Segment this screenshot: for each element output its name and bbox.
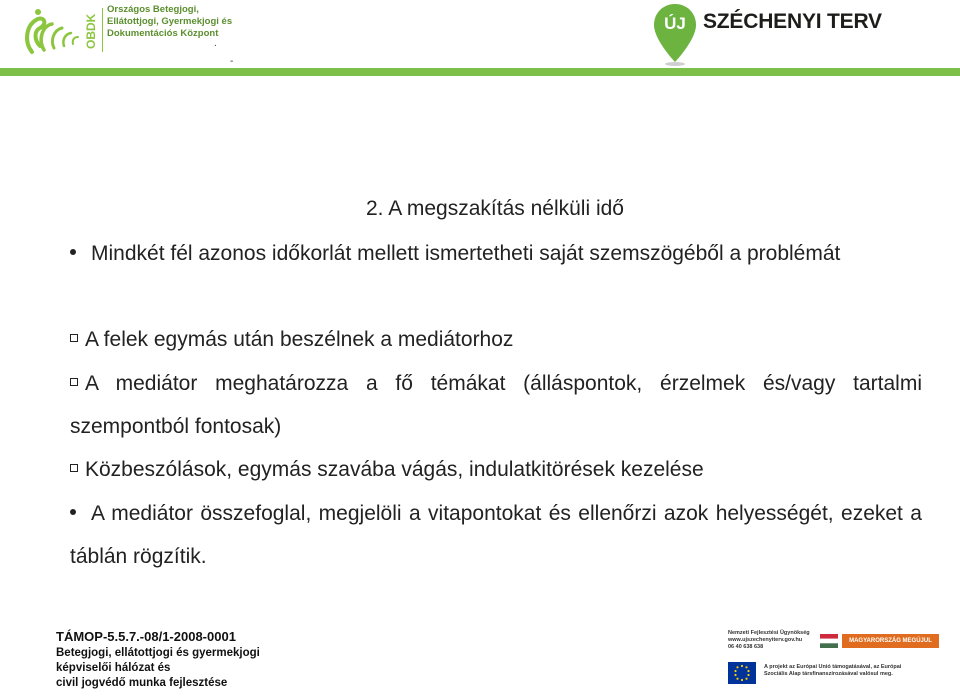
project-line: Betegjogi, ellátottjogi és gyermekjogi bbox=[56, 647, 260, 659]
map-pin-icon bbox=[652, 2, 698, 66]
obdk-divider bbox=[102, 8, 103, 52]
obdk-name-line: Ellátottjogi, Gyermekjogi és bbox=[107, 16, 233, 27]
bullet-dot-icon bbox=[70, 249, 76, 255]
eu-note-line: A projekt az Európai Unió támogatásával, az Európai bbox=[764, 664, 902, 670]
szechenyi-badge: ÚJ bbox=[664, 14, 686, 33]
bullet-text: Mindkét fél azonos időkorlát mellett ismertetheti saját szemszögéből a problémát bbox=[91, 242, 841, 265]
slide-title: 2. A megszakítás nélküli idő bbox=[366, 197, 624, 220]
bullet-item bbox=[70, 492, 922, 578]
obdk-name-line: Országos Betegjogi, bbox=[107, 4, 199, 15]
bullet-item bbox=[70, 232, 922, 275]
eu-note-line: Szociális Alap társfinanszírozásával valósul meg. bbox=[764, 671, 893, 677]
sub-bullet-item bbox=[70, 318, 922, 361]
project-code: TÁMOP-5.5.7.-08/1-2008-0001 bbox=[56, 629, 236, 644]
sub-bullet-text: A felek egymás után beszélnek a mediátorhoz bbox=[85, 328, 514, 351]
agency-info bbox=[728, 630, 810, 651]
agency-line: Nemzeti Fejlesztési Ügynökség bbox=[728, 630, 810, 636]
square-bullet-icon bbox=[70, 464, 78, 472]
eu-flag-icon bbox=[728, 662, 756, 684]
obdk-name bbox=[107, 4, 237, 40]
szechenyi-title: SZÉCHENYI TERV bbox=[703, 10, 882, 33]
agency-line: 06 40 638 638 bbox=[728, 644, 764, 650]
header-green-bar bbox=[0, 68, 960, 76]
obdk-swirl-icon bbox=[22, 4, 82, 56]
square-bullet-icon bbox=[70, 334, 78, 342]
square-bullet-icon bbox=[70, 378, 78, 386]
hungarian-flag-icon bbox=[820, 634, 838, 648]
eu-funding-note bbox=[764, 664, 901, 678]
header bbox=[0, 0, 960, 78]
obdk-acronym: OBDK bbox=[84, 13, 98, 49]
obdk-name-line: Dokumentációs Központ bbox=[107, 28, 219, 39]
sub-bullet-item bbox=[70, 448, 922, 491]
hungary-renews-banner: MAGYARORSZÁG MEGÚJUL bbox=[842, 634, 939, 648]
footer-project-info bbox=[56, 628, 336, 691]
project-line: civil jogvédő munka fejlesztése bbox=[56, 677, 228, 689]
sub-bullet-text: A mediátor meghatározza a fő témákat (álláspontok, érzelmek és/vagy tartalmi szempontból fontosak) bbox=[70, 372, 922, 438]
bullet-text: A mediátor összefoglal, megjelöli a vitapontokat és ellenőrzi azok helyességét, ezeket a táblán rögzítik. bbox=[70, 502, 922, 568]
stray-dot: . bbox=[214, 38, 217, 49]
sub-bullet-text: Közbeszólások, egymás szavába vágás, indulatkitörések kezelése bbox=[85, 458, 704, 481]
bullet-dot-icon bbox=[70, 509, 76, 515]
project-line: képviselői hálózat és bbox=[56, 662, 171, 674]
funding-logos bbox=[712, 624, 940, 692]
agency-line: www.ujszechenyiterv.gov.hu bbox=[728, 637, 803, 643]
sub-bullet-item bbox=[70, 362, 922, 448]
stray-dash: - bbox=[230, 56, 234, 67]
